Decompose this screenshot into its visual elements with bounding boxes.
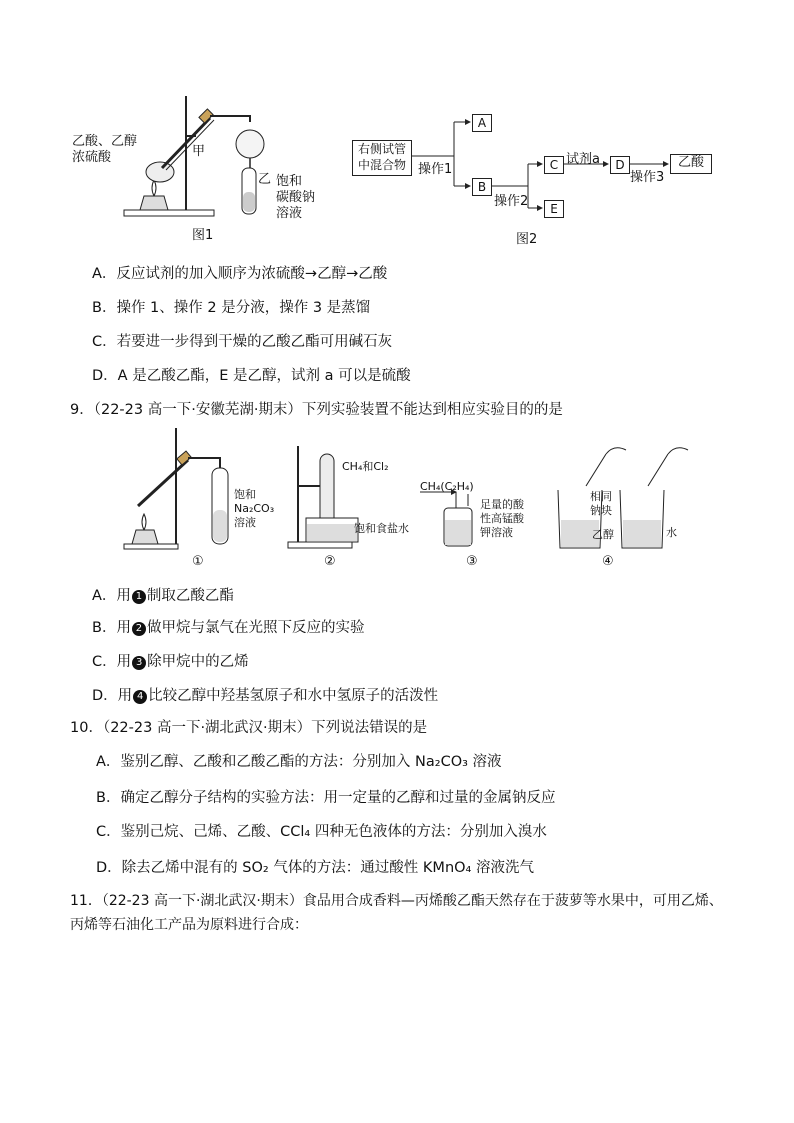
apparatus-1 <box>124 428 228 549</box>
fig2-start-box <box>352 140 412 176</box>
q9-option-b <box>92 616 364 637</box>
q9-d-pre: D．用 <box>92 688 133 704</box>
q9-a-num: 1 <box>132 590 146 604</box>
q9-label-sat <box>234 488 274 530</box>
q9-b-num: 2 <box>132 622 146 636</box>
q9-label-water: 水 <box>666 526 677 539</box>
q9-num-2: ② <box>324 554 336 569</box>
fig1-label-jia: 甲 <box>192 144 206 159</box>
fig1-sol-line3: 溶液 <box>276 206 303 221</box>
q11-line-2: 丙烯等石油化工产品为原料进行合成： <box>70 917 308 933</box>
q9-sat-line1: 饱和 <box>234 488 256 501</box>
q9-label-gas: CH₄和Cl₂ <box>342 460 389 473</box>
q9-kmno4-line3: 钾溶液 <box>480 526 513 539</box>
q10-stem: 10．（22-23 高一下·湖北武汉·期末）下列说法错误的是 <box>70 720 428 736</box>
fig1-reagents-line2: 浓硫酸 <box>72 150 112 165</box>
q8-option-d: D．A 是乙酸乙酯，E 是乙醇，试剂 a 可以是硫酸 <box>92 368 411 384</box>
q8-option-b: B．操作 1、操作 2 是分液，操作 3 是蒸馏 <box>92 300 371 316</box>
fig2-box-c: C <box>544 156 564 174</box>
q9-option-c <box>92 650 249 671</box>
fig1-caption: 图1 <box>192 228 214 243</box>
q10-option-c: C．鉴别己烷、己烯、乙酸、CCl₄ 四种无色液体的方法：分别加入溴水 <box>96 824 547 840</box>
fig2-op1-label: 操作1 <box>418 162 453 177</box>
fig1-sol-line1: 饱和 <box>276 174 303 189</box>
q9-label-brine: 饱和食盐水 <box>354 522 409 535</box>
q9-label-kmno4 <box>480 498 524 540</box>
fig1-label-solution <box>276 174 315 222</box>
q10-option-b: B．确定乙醇分子结构的实验方法：用一定量的乙醇和过量的金属钠反应 <box>96 790 556 806</box>
q9-sat-line3: 溶液 <box>234 516 256 529</box>
q9-b-pre: B．用 <box>92 620 131 636</box>
q8-option-c: C．若要进一步得到干燥的乙酸乙酯可用碱石灰 <box>92 334 393 350</box>
q9-label-in: CH₄(C₂H₄) <box>420 480 474 493</box>
q10-option-d: D．除去乙烯中混有的 SO₂ 气体的方法：通过酸性 KMnO₄ 溶液洗气 <box>96 860 534 876</box>
q9-num-4: ④ <box>602 554 614 569</box>
fig2-box-e: E <box>544 200 564 218</box>
q9-d-post: 比较乙醇中羟基氢原子和水中氢原子的活泼性 <box>148 688 439 704</box>
fig2-op2-label: 操作2 <box>494 194 529 209</box>
fig1-reagents-line1: 乙酸、乙醇 <box>72 134 138 149</box>
q9-c-num: 3 <box>132 656 146 670</box>
q9-c-post: 除甲烷中的乙烯 <box>147 654 249 670</box>
q9-same-line2: 钠块 <box>590 504 612 517</box>
q8-option-a: A．反应试剂的加入顺序为浓硫酸→乙醇→乙酸 <box>92 266 388 282</box>
fig2-product-box: 乙酸 <box>670 154 712 174</box>
apparatus-3 <box>420 492 472 546</box>
q9-kmno4-line1: 足量的酸 <box>480 498 524 511</box>
q9-label-ethanol: 乙醇 <box>592 528 614 541</box>
q9-num-3: ③ <box>466 554 478 569</box>
q9-num-1: ① <box>192 554 204 569</box>
fig2-box-d: D <box>610 156 630 174</box>
fig2-box-a: A <box>472 114 492 132</box>
q9-stem: 9．（22-23 高一下·安徽芜湖·期末）下列实验装置不能达到相应实验目的的是 <box>70 402 563 418</box>
fig2-start-line1: 右侧试管 <box>357 142 406 156</box>
fig2-box-b: B <box>472 178 492 196</box>
q9-b-post: 做甲烷与氯气在光照下反应的实验 <box>146 620 365 636</box>
fig2-op3-label: 操作3 <box>630 170 665 185</box>
q9-same-line1: 相同 <box>590 490 612 503</box>
q9-label-same-sodium <box>590 490 612 518</box>
fig1-label-yi: 乙 <box>258 172 272 187</box>
q9-a-post: 制取乙酸乙酯 <box>146 588 234 604</box>
fig1-label-reagents <box>72 134 137 166</box>
q11-line-1: 11．（22-23 高一下·湖北武汉·期末）食品用合成香料—丙烯酸乙酯天然存在于菠萝等水果中，可用乙烯、 <box>70 893 723 909</box>
fig2-start-line2: 中混合物 <box>357 158 406 172</box>
q10-option-a: A．鉴别乙醇、乙酸和乙酸乙酯的方法：分别加入 Na₂CO₃ 溶液 <box>96 754 502 770</box>
q9-a-pre: A．用 <box>92 588 131 604</box>
q9-option-a <box>92 584 234 605</box>
fig2-reagent-label: 试剂a <box>566 152 600 167</box>
q9-option-d <box>92 684 438 705</box>
q9-c-pre: C．用 <box>92 654 132 670</box>
fig1-sol-line2: 碳酸钠 <box>276 190 316 205</box>
q9-d-num: 4 <box>133 690 147 704</box>
fig2-caption: 图2 <box>516 232 538 247</box>
q9-kmno4-line2: 性高锰酸 <box>480 512 524 525</box>
q9-sat-line2: Na₂CO₃ <box>234 502 275 515</box>
